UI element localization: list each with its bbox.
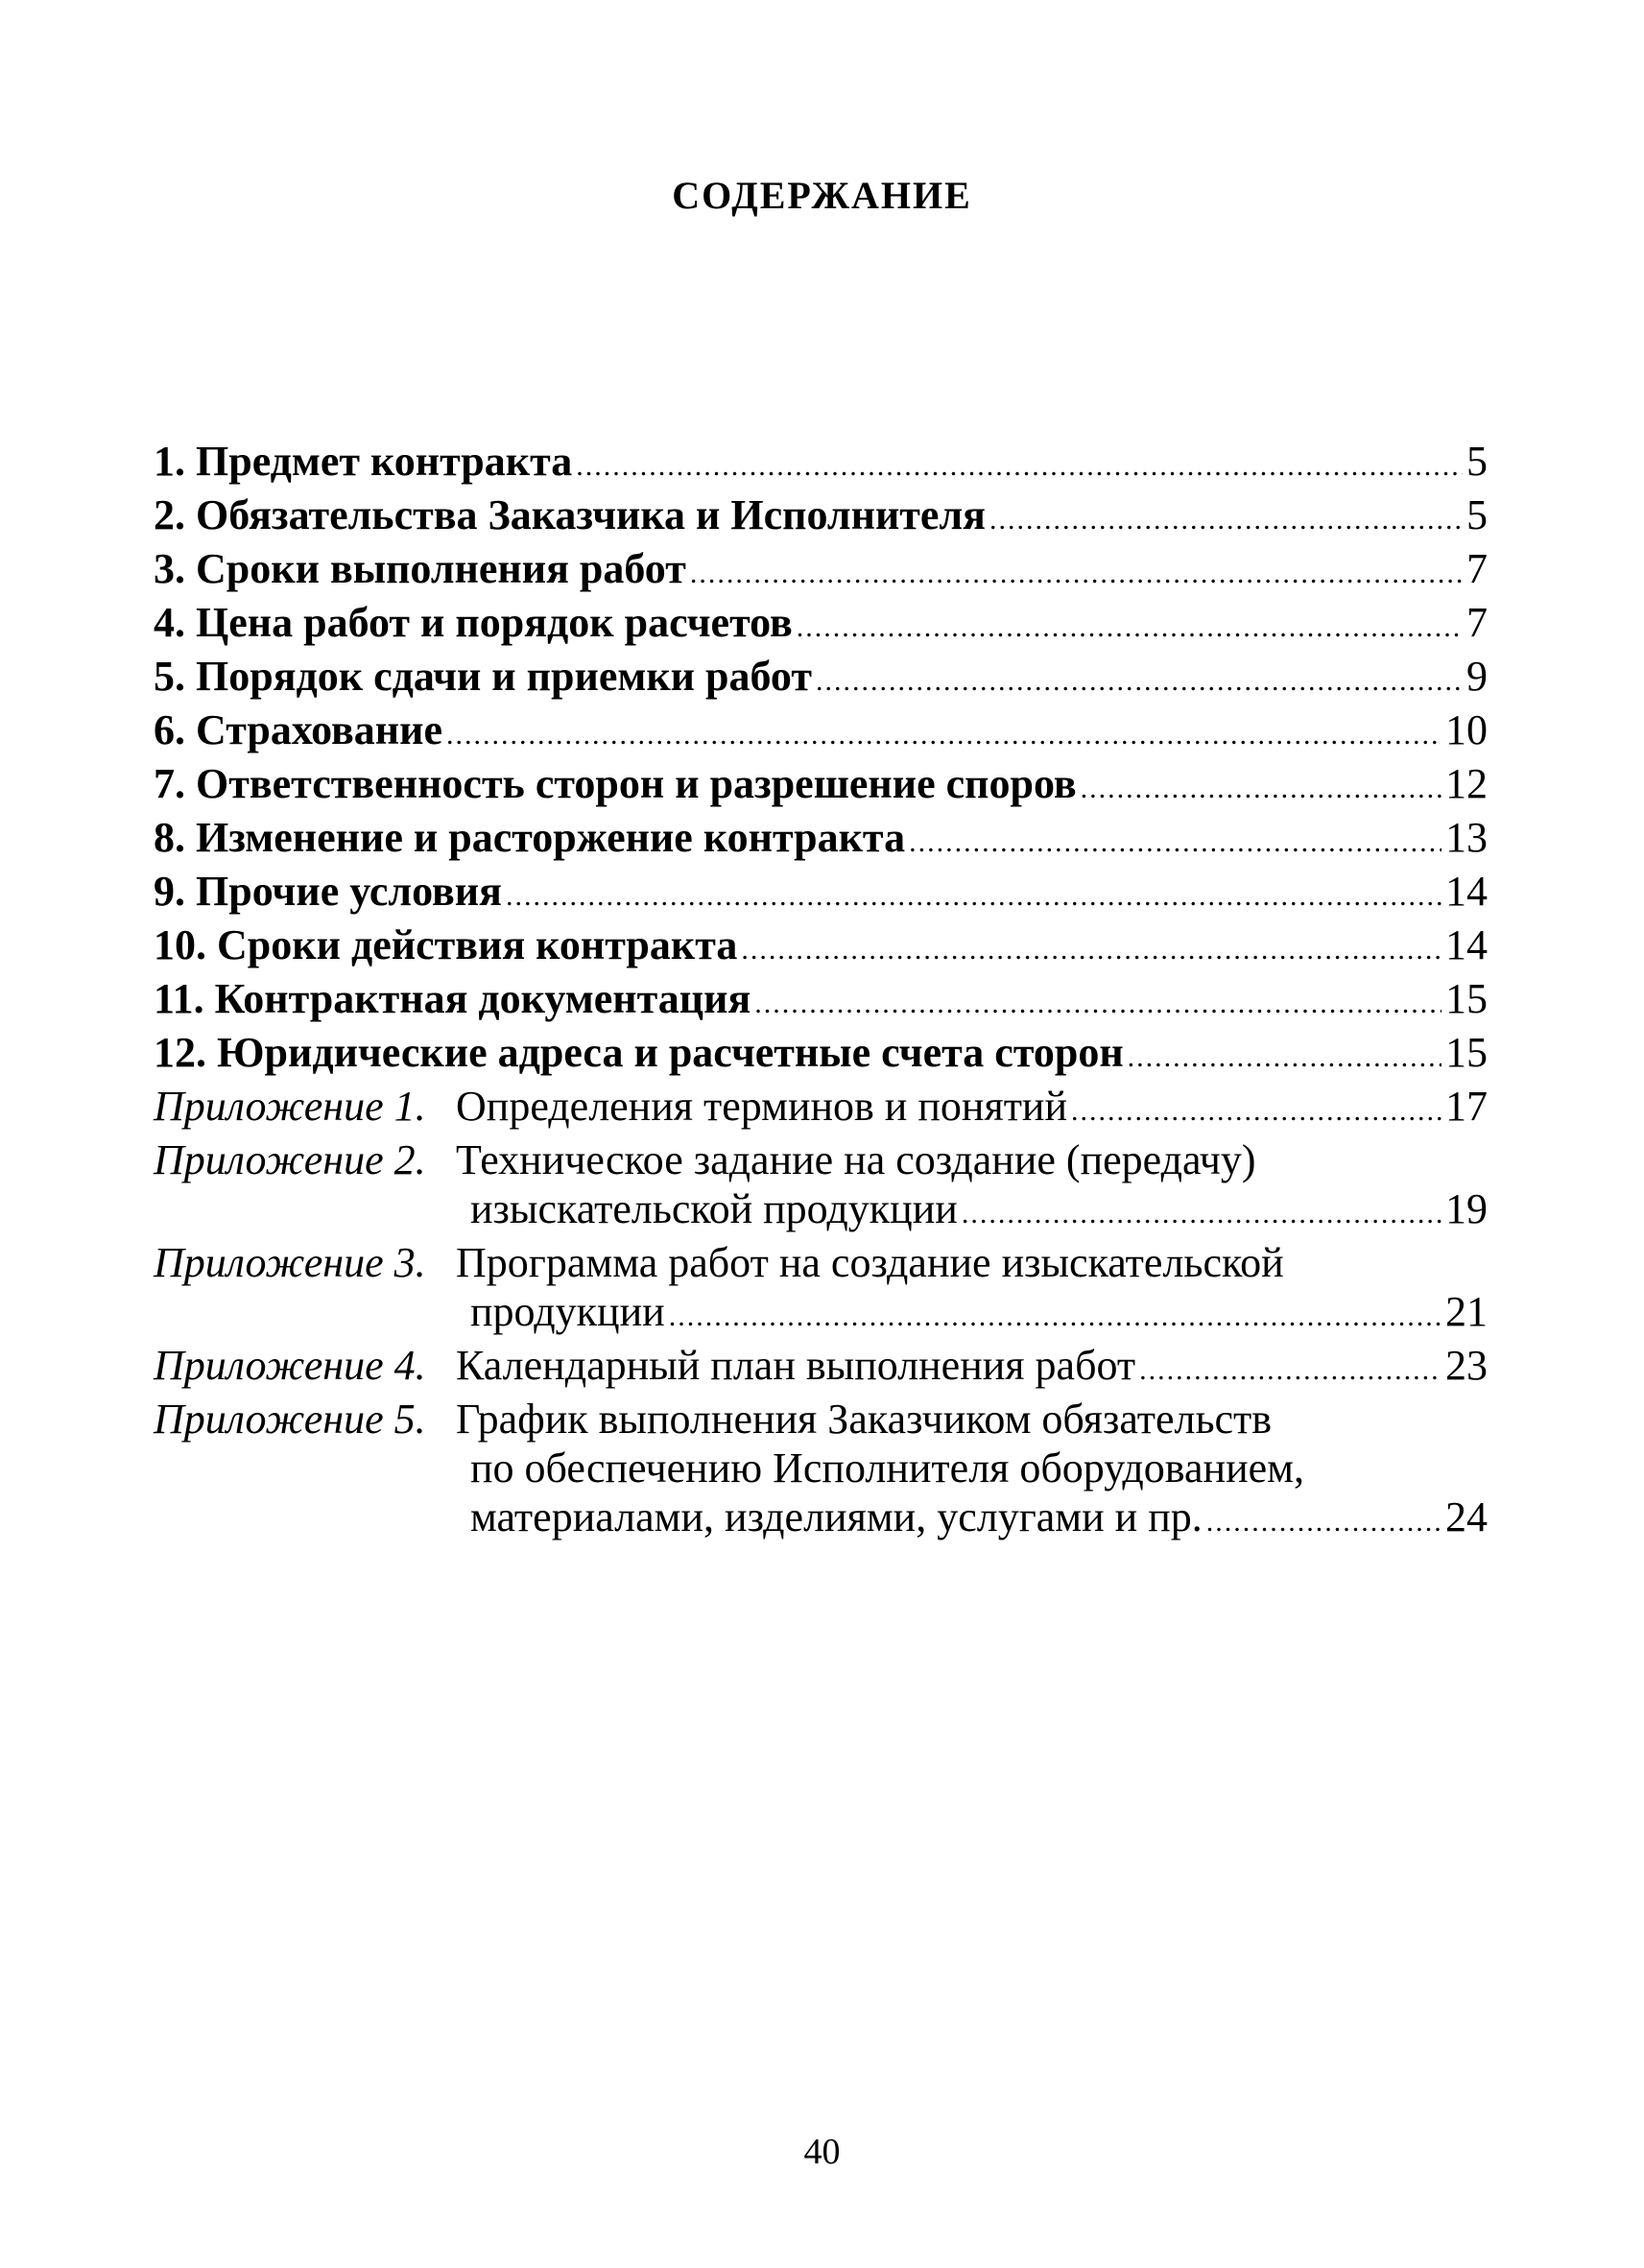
toc-entry[interactable] — [154, 652, 1488, 705]
appendix-page: 19 — [1445, 1185, 1488, 1232]
toc-entry[interactable] — [154, 867, 1488, 920]
appendix-entry-continuation — [154, 1492, 1488, 1546]
toc-entry-title: 12. Юридические адреса и расчетные счета сторон — [154, 1029, 1124, 1076]
toc-entry[interactable] — [154, 598, 1488, 652]
toc-entry-title: 1. Предмет контракта — [154, 438, 573, 485]
page-number: 40 — [803, 2132, 841, 2172]
leader-dots — [1206, 1492, 1441, 1546]
toc-entry-page: 5 — [1466, 491, 1488, 538]
toc-entry-title: 4. Цена работ и порядок расчетов — [154, 599, 793, 646]
toc-entry-page: 15 — [1445, 975, 1488, 1022]
toc-entry-title: 5. Порядок сдачи и приемки работ — [154, 653, 812, 700]
leader-dots — [754, 974, 1441, 1028]
appendix-title: изыскательской продукции — [470, 1185, 958, 1232]
leader-dots — [741, 920, 1441, 974]
leader-dots — [506, 867, 1441, 920]
toc-entry-title: 7. Ответственность сторон и разрешение споров — [154, 760, 1077, 807]
leader-dots — [1071, 1082, 1441, 1135]
toc-entry-title: 9. Прочие условия — [154, 868, 502, 915]
toc-entry-page: 15 — [1445, 1029, 1488, 1076]
appendix-prefix: Приложение 2. — [154, 1136, 426, 1183]
toc-entry-page: 13 — [1445, 814, 1488, 861]
leader-dots — [816, 652, 1463, 705]
appendix-prefix: Приложение 4. — [154, 1342, 426, 1389]
toc-entry-title: 8. Изменение и расторжение контракта — [154, 814, 906, 861]
appendix-entry-continuation — [154, 1444, 1488, 1492]
appendix-entry[interactable] — [154, 1082, 1488, 1135]
appendix-title: по обеспечению Исполнителя оборудованием, — [470, 1444, 1304, 1492]
appendix-title: Определения терминов и понятий — [456, 1083, 1068, 1130]
appendix-page: 17 — [1445, 1083, 1488, 1130]
appendix-title: продукции — [470, 1288, 665, 1335]
leader-dots — [1139, 1341, 1441, 1395]
toc-entry-page: 12 — [1445, 760, 1488, 807]
appendix-page: 23 — [1445, 1342, 1488, 1389]
leader-dots — [576, 437, 1463, 490]
toc-entry[interactable] — [154, 974, 1488, 1028]
appendix-entry-continuation — [154, 1287, 1488, 1341]
toc-entry-page: 7 — [1466, 545, 1488, 592]
toc-entry-page: 9 — [1466, 653, 1488, 700]
toc-entry-page: 14 — [1445, 921, 1488, 968]
table-of-contents — [154, 437, 1488, 1546]
leader-dots — [446, 705, 1441, 759]
leader-dots — [909, 813, 1441, 867]
appendix-entry[interactable] — [154, 1135, 1488, 1184]
toc-entry[interactable] — [154, 544, 1488, 598]
toc-entry[interactable] — [154, 705, 1488, 759]
toc-entry-page: 5 — [1466, 438, 1488, 485]
toc-entry-title: 10. Сроки действия контракта — [154, 921, 738, 968]
appendix-prefix: Приложение 5. — [154, 1396, 426, 1443]
appendix-entry[interactable] — [154, 1238, 1488, 1287]
toc-entry-page: 10 — [1445, 706, 1488, 753]
appendix-entry-continuation — [154, 1184, 1488, 1238]
leader-dots — [690, 544, 1463, 598]
toc-entry[interactable] — [154, 437, 1488, 490]
toc-entry-title: 2. Обязательства Заказчика и Исполнителя — [154, 491, 986, 538]
appendix-title: материалами, изделиями, услугами и пр. — [470, 1493, 1203, 1540]
leader-dots — [1128, 1028, 1441, 1082]
toc-entry-title: 3. Сроки выполнения работ — [154, 545, 686, 592]
appendix-title: Техническое задание на создание (передачу) — [456, 1136, 1256, 1183]
appendix-title: Программа работ на создание изыскательской — [456, 1239, 1284, 1286]
toc-entry-page: 14 — [1445, 868, 1488, 915]
toc-entry-title: 11. Контрактная документация — [154, 975, 751, 1022]
leader-dots — [1081, 759, 1441, 813]
toc-entry[interactable] — [154, 759, 1488, 813]
toc-entry-page: 7 — [1466, 599, 1488, 646]
page-title: СОДЕРЖАНИЕ — [672, 174, 972, 217]
appendix-title: График выполнения Заказчиком обязательств — [456, 1396, 1273, 1443]
appendix-page: 21 — [1445, 1288, 1488, 1335]
appendix-entry[interactable] — [154, 1341, 1488, 1395]
leader-dots — [962, 1184, 1441, 1238]
leader-dots — [989, 490, 1463, 544]
leader-dots — [797, 598, 1463, 652]
appendix-page: 24 — [1445, 1493, 1488, 1540]
appendix-prefix: Приложение 1. — [154, 1083, 426, 1130]
appendix-prefix: Приложение 3. — [154, 1239, 426, 1286]
appendix-entry[interactable] — [154, 1395, 1488, 1444]
leader-dots — [669, 1287, 1441, 1341]
toc-entry[interactable] — [154, 920, 1488, 974]
toc-entry-title: 6. Страхование — [154, 706, 443, 753]
toc-entry[interactable] — [154, 813, 1488, 867]
toc-entry[interactable] — [154, 1028, 1488, 1082]
toc-entry[interactable] — [154, 490, 1488, 544]
appendix-title: Календарный план выполнения работ — [456, 1342, 1136, 1389]
